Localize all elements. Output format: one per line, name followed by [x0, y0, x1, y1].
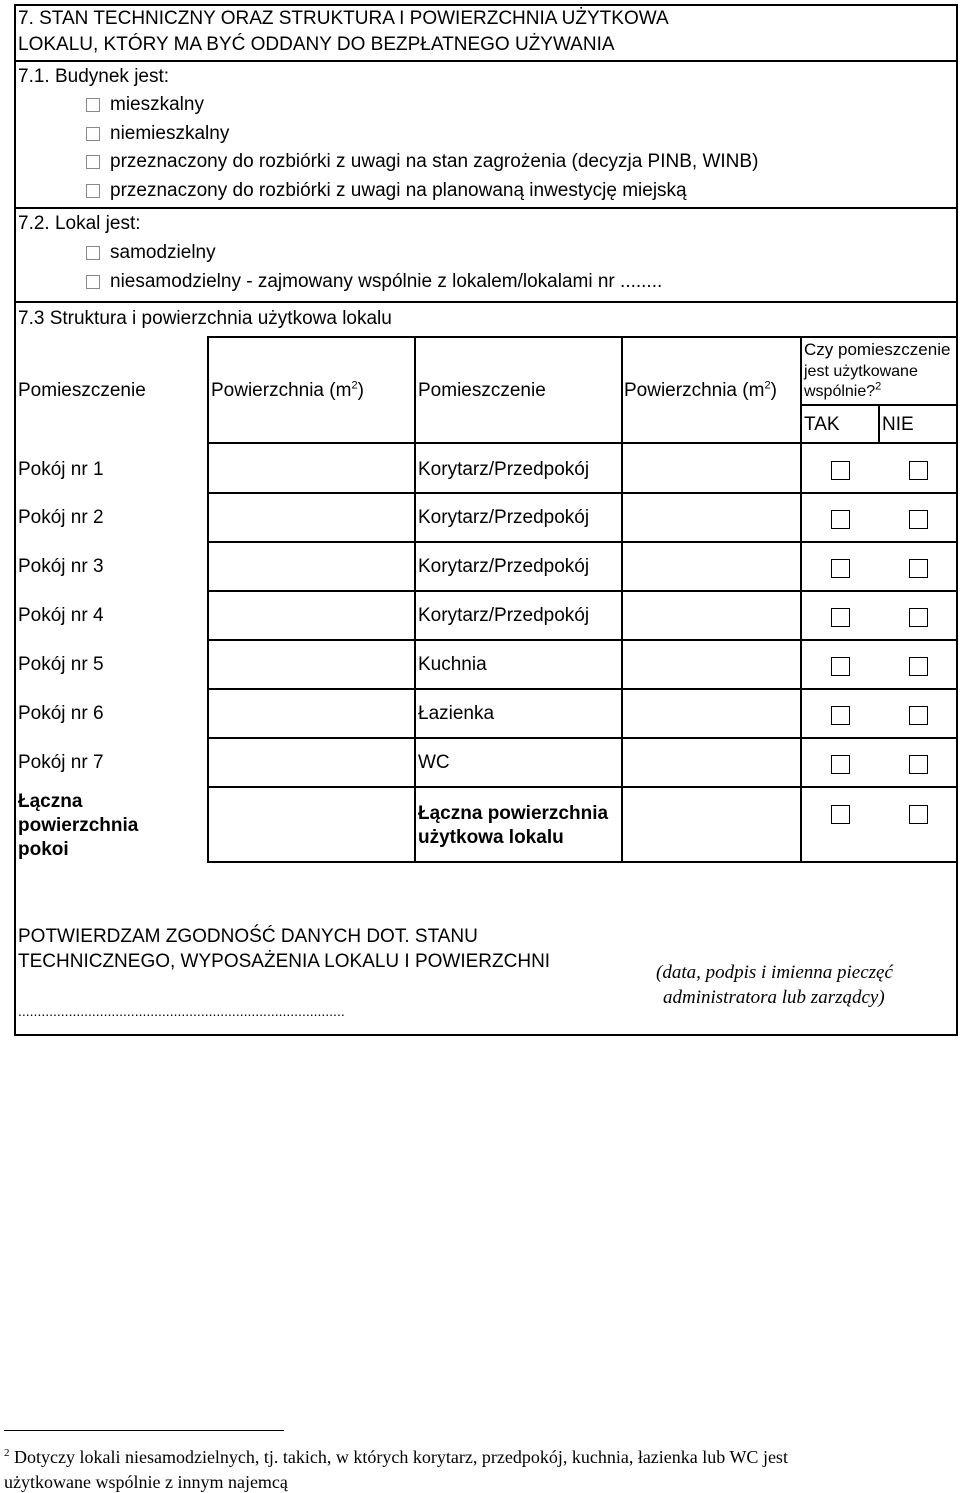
- row-separator: [207, 688, 958, 690]
- checkbox-nie[interactable]: [909, 608, 928, 627]
- shared-header-divider: [800, 404, 958, 406]
- room-label: Kuchnia: [418, 654, 487, 675]
- col-divider-1: [207, 336, 209, 862]
- col-divider-2: [414, 336, 416, 862]
- frame-top: [14, 4, 958, 6]
- header-room-1: Pomieszczenie: [18, 380, 146, 401]
- signature-caption-1: (data, podpis i imienna pieczęć: [656, 962, 893, 983]
- section-title-line2: LOKALU, KTÓRY MA BYĆ ODDANY DO BEZPŁATNEGO UŻYWANIA: [18, 34, 615, 55]
- checkbox-nie[interactable]: [909, 559, 928, 578]
- room-label: Pokój nr 6: [18, 703, 104, 724]
- s72-option-1[interactable]: samodzielny: [86, 242, 216, 264]
- checkbox-nie[interactable]: [909, 706, 928, 725]
- row-separator: [207, 737, 958, 739]
- s71-heading: 7.1. Budynek jest:: [18, 66, 170, 87]
- section-title-line1: 7. STAN TECHNICZNY ORAZ STRUKTURA I POWIERZCHNIA UŻYTKOWA: [18, 8, 669, 29]
- col-divider-5: [878, 404, 880, 442]
- checkbox-tak[interactable]: [831, 805, 850, 824]
- col-divider-3: [621, 336, 623, 862]
- divider-71: [14, 207, 958, 209]
- checkbox-nie[interactable]: [909, 755, 928, 774]
- room-label: WC: [418, 752, 450, 773]
- checkbox-icon[interactable]: [86, 184, 100, 198]
- confirm-line2: TECHNICZNEGO, WYPOSAŻENIA LOKALU I POWIERZCHNI: [18, 951, 551, 972]
- total-rooms-label: Łączna powierzchnia pokoi: [18, 791, 139, 860]
- row-separator: [207, 639, 958, 641]
- s71-option-3[interactable]: przeznaczony do rozbiórki z uwagi na stan zagrożenia (decyzja PINB, WINB): [86, 151, 758, 173]
- row-separator: [207, 541, 958, 543]
- checkbox-tak[interactable]: [831, 559, 850, 578]
- footnote-line1: $^2$ Dotyczy lokali niesamodzielnych, tj. takich, w których korytarz, przedpokój, kuchnia, łazienka lub WC jest: [4, 1447, 788, 1467]
- table-bottom: [14, 1034, 958, 1036]
- room-label: Pokój nr 4: [18, 605, 104, 626]
- signature-dots: ....................................................................................: [18, 1003, 345, 1019]
- frame-right-top: [956, 4, 958, 338]
- s71-option-4[interactable]: przeznaczony do rozbiórki z uwagi na planowaną inwestycję miejską: [86, 180, 687, 202]
- room-label: Korytarz/Przedpokój: [418, 459, 590, 480]
- total-area-label: Łączna powierzchnia użytkowa lokalu: [418, 803, 609, 848]
- table-left: [14, 338, 16, 1036]
- table-top: [208, 336, 958, 338]
- checkbox-icon[interactable]: [86, 155, 100, 169]
- s72-option-2[interactable]: niesamodzielny - zajmowany wspólnie z lokalem/lokalami nr ........: [86, 271, 662, 293]
- frame-left-top: [14, 4, 16, 338]
- footnote-line2: użytkowane wspólnie z innym najemcą: [4, 1472, 288, 1492]
- signature-caption-2: administratora lub zarządcy): [663, 987, 885, 1008]
- checkbox-tak[interactable]: [831, 706, 850, 725]
- divider-title: [14, 60, 958, 62]
- header-tak: TAK: [804, 414, 840, 435]
- s71-option-1[interactable]: mieszkalny: [86, 94, 204, 116]
- room-label: Korytarz/Przedpokój: [418, 507, 590, 528]
- checkbox-tak[interactable]: [831, 657, 850, 676]
- room-label: Pokój nr 2: [18, 507, 104, 528]
- s73-heading: 7.3 Struktura i powierzchnia użytkowa lokalu: [18, 308, 392, 329]
- row-separator: [207, 590, 958, 592]
- s71-option-2[interactable]: niemieszkalny: [86, 123, 229, 145]
- checkbox-nie[interactable]: [909, 510, 928, 529]
- room-label: Pokój nr 1: [18, 459, 104, 480]
- checkbox-icon[interactable]: [86, 246, 100, 260]
- row-separator: [207, 786, 958, 788]
- col-divider-4: [800, 336, 802, 862]
- header-room-2: Pomieszczenie: [418, 380, 546, 401]
- row-separator: [207, 861, 958, 863]
- checkbox-nie[interactable]: [909, 461, 928, 480]
- room-label: Pokój nr 7: [18, 752, 104, 773]
- room-label: Łazienka: [418, 703, 495, 724]
- row-separator: [207, 442, 958, 444]
- header-shared-2: jest użytkowane: [804, 363, 918, 380]
- checkbox-tak[interactable]: [831, 510, 850, 529]
- checkbox-icon[interactable]: [86, 127, 100, 141]
- header-shared-3: wspólnie?$^2$: [804, 380, 882, 400]
- room-label: Pokój nr 5: [18, 654, 104, 675]
- header-shared-1: Czy pomieszczenie: [804, 340, 951, 359]
- room-label: Korytarz/Przedpokój: [418, 556, 590, 577]
- checkbox-icon[interactable]: [86, 98, 100, 112]
- checkbox-tak[interactable]: [831, 755, 850, 774]
- checkbox-nie[interactable]: [909, 657, 928, 676]
- room-label: Pokój nr 3: [18, 556, 104, 577]
- footnote-rule: [4, 1430, 284, 1431]
- header-area-1: Powierzchnia $(m^2)$: [211, 379, 364, 401]
- row-separator: [207, 492, 958, 494]
- checkbox-tak[interactable]: [831, 461, 850, 480]
- checkbox-icon[interactable]: [86, 275, 100, 289]
- header-nie: NIE: [882, 414, 914, 435]
- checkbox-tak[interactable]: [831, 608, 850, 627]
- divider-72: [14, 301, 958, 303]
- s72-heading: 7.2. Lokal jest:: [18, 213, 141, 234]
- checkbox-nie[interactable]: [909, 805, 928, 824]
- confirm-line1: POTWIERDZAM ZGODNOŚĆ DANYCH DOT. STANU: [18, 926, 478, 947]
- header-area-2: Powierzchnia $(m^2)$: [624, 379, 777, 401]
- room-label: Korytarz/Przedpokój: [418, 605, 590, 626]
